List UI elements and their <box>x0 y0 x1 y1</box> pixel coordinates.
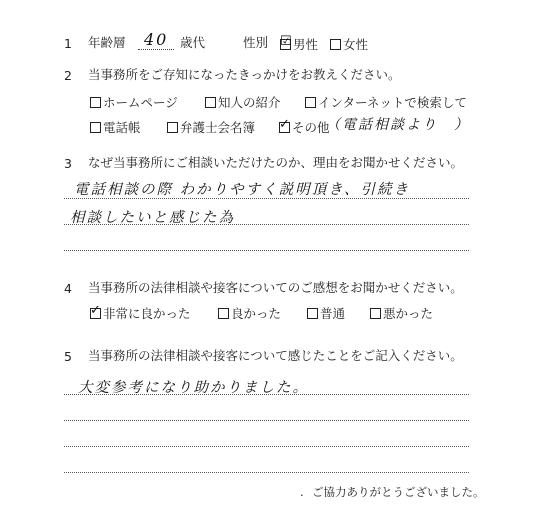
answer-line <box>64 250 469 251</box>
option-label: 非常に良かった <box>103 306 191 321</box>
q1-number: 1 <box>64 36 72 51</box>
option-label: 普通 <box>320 306 346 321</box>
q2-option-internet[interactable] <box>305 93 467 111</box>
q4-option-bad[interactable] <box>370 304 433 322</box>
q2-question: 当事務所をご存知になったきっかけをお教えください。 <box>88 67 401 82</box>
option-label: その他 <box>292 120 330 135</box>
footer-dot: . <box>300 485 304 499</box>
q2-number: 2 <box>64 68 72 83</box>
homepage-checkbox[interactable] <box>90 97 101 108</box>
option-label: 良かった <box>231 306 282 321</box>
male-check-mark: ☑ <box>280 34 292 49</box>
answer-line <box>64 394 469 395</box>
q4-option-very-good[interactable] <box>90 304 191 322</box>
q3-question: なぜ当事務所にご相談いただけたのか、理由をお聞かせください。 <box>88 155 464 170</box>
average-checkbox[interactable] <box>307 308 318 319</box>
footer-thanks: ご協力ありがとうございました。 <box>312 485 485 499</box>
option-label: 悪かった <box>383 306 434 321</box>
q3-answer-line1: 電話相談の際 わかりやすく説明頂き、引続き <box>74 182 411 198</box>
male-option[interactable] <box>280 35 318 53</box>
q4-question: 当事務所の法律相談や接客についてのご感想をお聞かせください。 <box>88 280 463 295</box>
answer-line <box>64 472 469 473</box>
other-check-mark: ✓ <box>279 117 290 132</box>
gender-label: 性別 <box>243 35 269 50</box>
referral-checkbox[interactable] <box>205 97 216 108</box>
option-label: インターネットで検索して <box>318 95 467 110</box>
male-label: 男性 <box>293 37 319 52</box>
female-label: 女性 <box>343 37 369 52</box>
female-checkbox[interactable] <box>330 39 341 50</box>
option-label: ホームページ <box>103 95 178 110</box>
very-good-check-mark: ✓ <box>90 303 101 318</box>
bad-checkbox[interactable] <box>370 308 381 319</box>
answer-line <box>64 446 469 447</box>
q2-option-homepage[interactable] <box>90 93 178 111</box>
answer-line <box>64 224 469 225</box>
other-checkbox[interactable] <box>279 117 290 133</box>
very-good-checkbox[interactable] <box>90 303 101 319</box>
age-value: 40 <box>138 30 174 50</box>
q5-answer-line1: 大変参考になり助かりました。 <box>78 380 309 396</box>
answer-line <box>64 420 469 421</box>
q3-number: 3 <box>64 156 72 171</box>
q2-option-bar-directory[interactable] <box>167 118 255 136</box>
q2-option-phonebook[interactable] <box>90 118 141 136</box>
bar-directory-checkbox[interactable] <box>167 122 178 133</box>
good-checkbox[interactable] <box>218 308 229 319</box>
q2-option-other[interactable] <box>279 118 330 136</box>
q4-number: 4 <box>64 281 72 296</box>
phonebook-checkbox[interactable] <box>90 122 101 133</box>
q5-question: 当事務所の法律相談や接客について感じたことをご記入ください。 <box>88 348 463 363</box>
q4-option-good[interactable] <box>218 304 281 322</box>
option-label: 知人の紹介 <box>218 95 281 110</box>
q3-answer-line2: 相談したいと感じた為 <box>70 210 235 226</box>
q2-option-referral[interactable] <box>205 93 281 111</box>
option-label: 弁護士会名簿 <box>180 120 256 135</box>
other-note: （電話相談より ） <box>326 117 470 133</box>
female-option[interactable] <box>330 35 368 53</box>
q4-option-average[interactable] <box>307 304 345 322</box>
answer-line <box>64 198 469 199</box>
q5-number: 5 <box>64 349 72 364</box>
internet-checkbox[interactable] <box>305 97 316 108</box>
option-label: 電話帳 <box>103 120 141 135</box>
age-label: 年齢層 <box>88 35 126 50</box>
age-suffix: 歳代 <box>180 35 206 50</box>
male-checkbox[interactable] <box>280 34 292 50</box>
